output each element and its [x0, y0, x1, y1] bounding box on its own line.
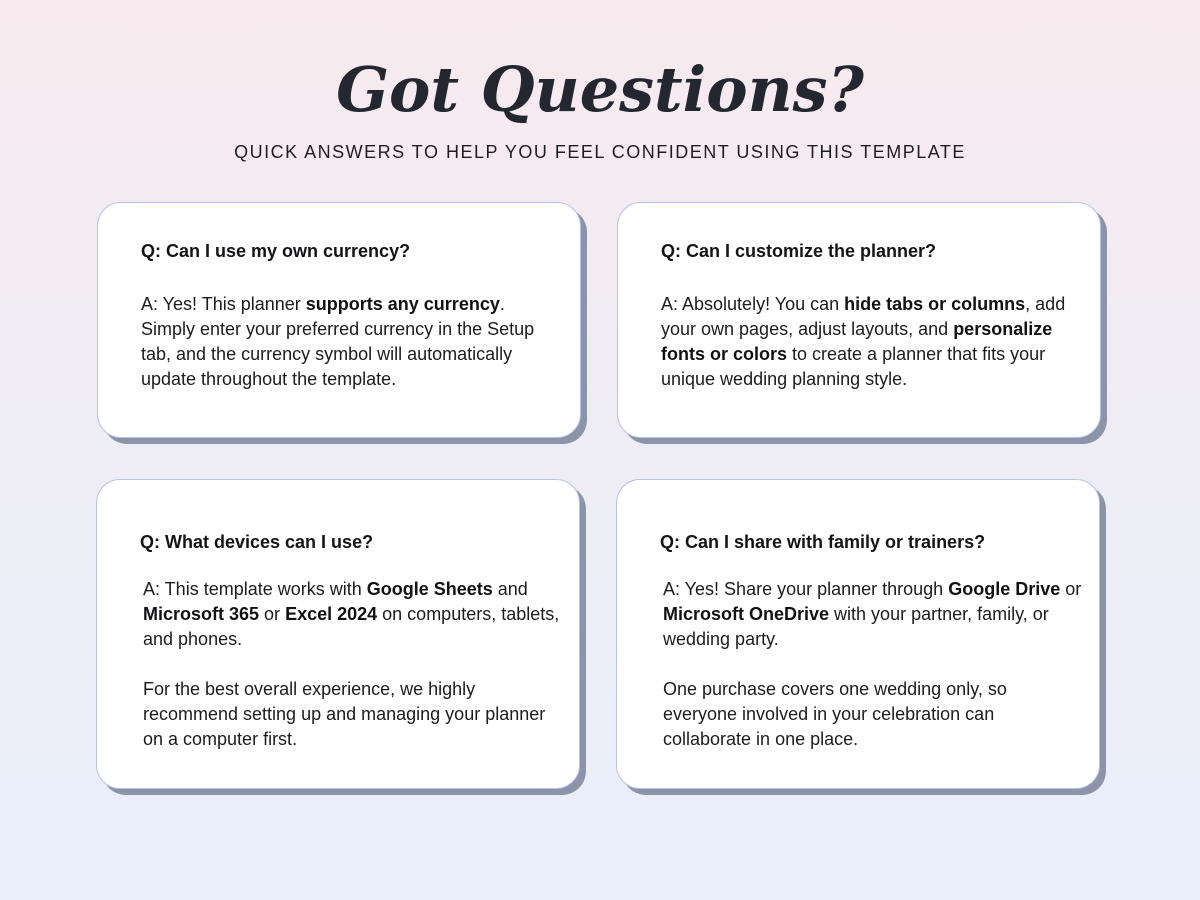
faq-answer-paragraph — [143, 577, 563, 652]
faq-card-customize — [617, 202, 1101, 438]
answer-text: with your partner, family, or wedding party. — [663, 604, 1049, 649]
answer-text: or — [1060, 579, 1082, 599]
faq-answer-paragraph — [663, 577, 1083, 652]
answer-text: A: This template works with — [143, 579, 367, 599]
answer-text: . Simply enter your preferred currency in the Setup tab, and the currency symbol will automatically update throughout the template. — [141, 294, 535, 389]
faq-answer-paragraph — [141, 292, 551, 392]
faq-answer — [141, 292, 551, 392]
answer-highlight: Microsoft 365 — [143, 604, 260, 624]
faq-answer — [661, 292, 1071, 392]
faq-answer — [143, 577, 563, 752]
answer-highlight: Google Sheets — [366, 579, 493, 599]
answer-highlight: hide tabs or columns — [844, 294, 1026, 314]
faq-question: Q: What devices can I use? — [140, 532, 374, 552]
answer-text: on computers, tablets, and phones. — [143, 604, 560, 649]
page-subtitle: QUICK ANSWERS TO HELP YOU FEEL CONFIDENT USING THIS TEMPLATE — [234, 142, 966, 162]
faq-question: Q: Can I customize the planner? — [661, 241, 937, 261]
answer-highlight: Excel 2024 — [285, 604, 378, 624]
answer-highlight: personalize fonts or colors — [661, 319, 1053, 364]
answer-highlight: supports any currency — [305, 294, 500, 314]
faq-question: Q: Can I use my own currency? — [141, 241, 411, 261]
faq-answer-paragraph: One purchase covers one wedding only, so everyone involved in your celebration can collaborate in one place. — [663, 679, 1007, 749]
faq-card-sharing — [616, 479, 1100, 789]
answer-text: or — [259, 604, 286, 624]
answer-highlight: Microsoft OneDrive — [663, 604, 830, 624]
faq-card-currency — [97, 202, 581, 438]
answer-highlight: Google Drive — [948, 579, 1061, 599]
faq-question: Q: Can I share with family or trainers? — [660, 532, 986, 552]
page-title: Got Questions? — [336, 53, 864, 126]
answer-text: to create a planner that fits your unique wedding planning style. — [661, 344, 1046, 389]
faq-answer-paragraph — [661, 292, 1071, 392]
faq-card-devices — [96, 479, 580, 789]
faq-answer-paragraph: For the best overall experience, we highly recommend setting up and managing your planner on a computer first. — [143, 679, 546, 749]
faq-answer — [663, 577, 1083, 752]
answer-text: , add your own pages, adjust layouts, and — [661, 294, 1066, 339]
answer-text: and — [492, 579, 528, 599]
answer-text: A: Yes! Share your planner through — [663, 579, 949, 599]
answer-text: A: Yes! This planner — [141, 294, 306, 314]
answer-text: A: Absolutely! You can — [661, 294, 845, 314]
